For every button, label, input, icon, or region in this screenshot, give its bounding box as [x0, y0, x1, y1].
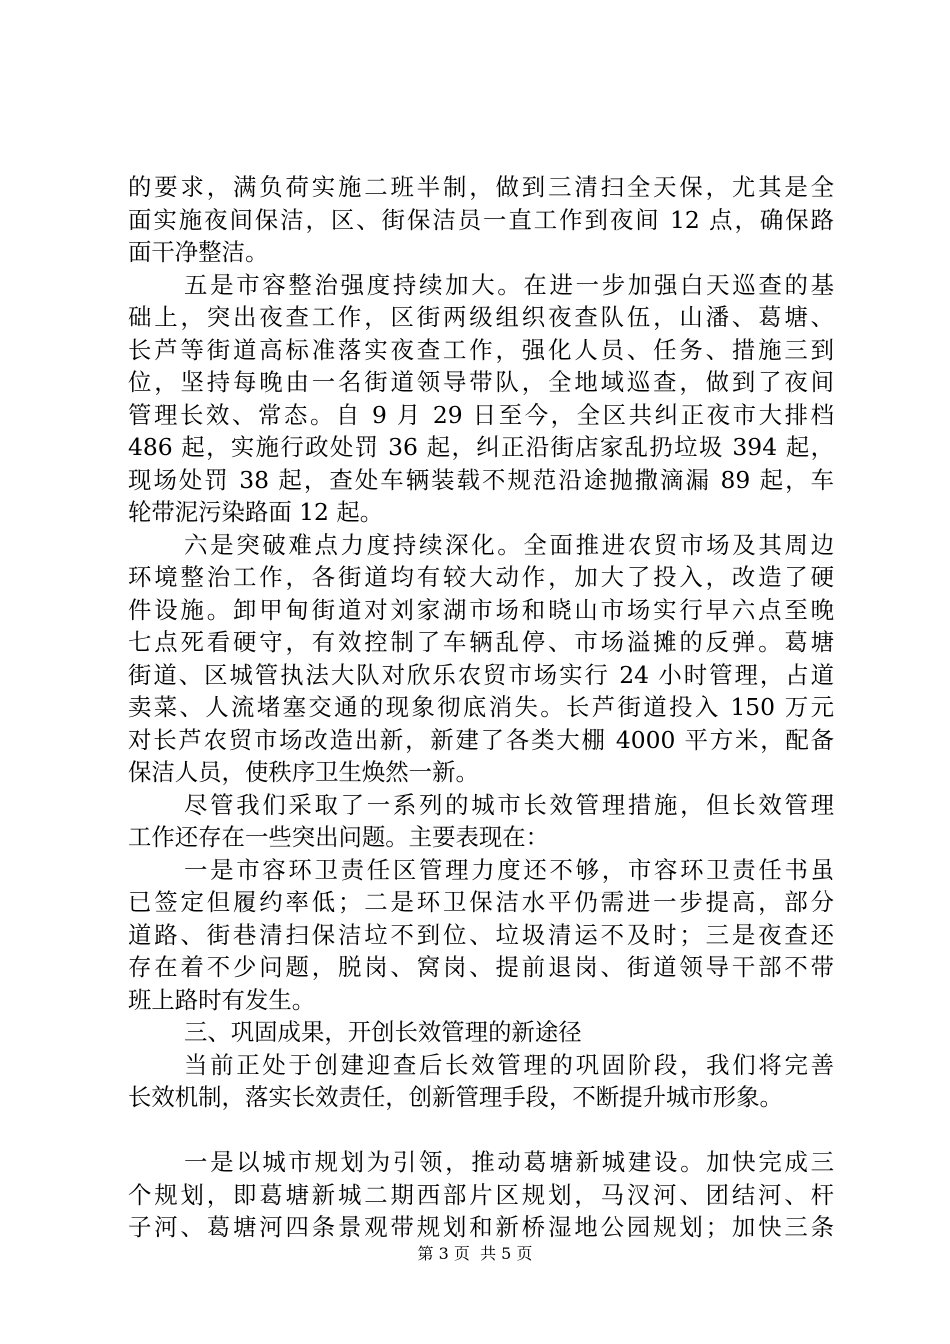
text-line: 础上，突出夜查工作，区街两级组织夜查队伍，山潘、葛塘、: [128, 303, 834, 331]
text-line: 工作还存在一些突出问题。主要表现在：: [128, 823, 550, 851]
text-line: 卖菜、人流堵塞交通的现象彻底消失。长芦街道投入 150 万元: [128, 693, 834, 721]
text-line: 长效机制，落实长效责任，创新管理手段，不断提升城市形象。: [128, 1083, 783, 1111]
text-line: 一是市容环卫责任区管理力度还不够，市容环卫责任书虽: [184, 855, 834, 884]
text-line: 个规划，即葛塘新城二期西部片区规划，马汊河、团结河、杆: [128, 1180, 834, 1209]
text-line: 子河、葛塘河四条景观带规划和新桥湿地公园规划；加快三条: [128, 1213, 834, 1241]
text-line: 对长芦农贸市场改造出新，新建了各类大棚 4000 平方米，配备: [128, 725, 834, 754]
text-line: 保洁人员，使秩序卫生焕然一新。: [128, 758, 479, 786]
text-line: 一是以城市规划为引领，推动葛塘新城建设。加快完成三: [184, 1148, 834, 1176]
text-line: 的要求，满负荷实施二班半制，做到三清扫全天保，尤其是全: [128, 173, 834, 201]
text-line: 位，坚持每晚由一名街道领导带队，全地域巡查，做到了夜间: [128, 368, 834, 396]
text-line: 486 起，实施行政处罚 36 起，纠正沿街店家乱扔垃圾 394 起，: [128, 433, 834, 461]
text-line: 面实施夜间保洁，区、街保洁员一直工作到夜间 12 点，确保路: [128, 205, 834, 234]
text-line: 存在着不少问题，脱岗、窝岗、提前退岗、街道领导干部不带: [128, 953, 834, 981]
text-line: 当前正处于创建迎查后长效管理的巩固阶段，我们将完善: [184, 1050, 834, 1079]
page-footer: 第 3 页 共 5 页: [417, 1244, 533, 1263]
text-line: 已签定但履约率低；二是环卫保洁水平仍需进一步提高，部分: [128, 888, 834, 916]
text-line: 环境整治工作，各街道均有较大动作，加大了投入，改造了硬: [128, 563, 834, 591]
text-line: 道路、街巷清扫保洁垃不到位、垃圾清运不及时；三是夜查还: [128, 920, 834, 949]
text-line: 管理长效、常态。自 9 月 29 日至今，全区共纠正夜市大排档: [128, 400, 834, 429]
text-line: 现场处罚 38 起，查处车辆装载不规范沿途抛撒滴漏 89 起，车: [128, 465, 834, 494]
text-line: 班上路时有发生。: [128, 985, 316, 1014]
text-line: 长芦等街道高标准落实夜查工作，强化人员、任务、措施三到: [128, 335, 834, 364]
text-line: 五是市容整治强度持续加大。在进一步加强白天巡查的基: [184, 270, 834, 299]
text-line: 六是突破难点力度持续深化。全面推进农贸市场及其周边: [184, 530, 834, 559]
text-line: 三、巩固成果，开创长效管理的新途径: [184, 1018, 582, 1046]
text-line: 七点死看硬守，有效控制了车辆乱停、市场溢摊的反弹。葛塘: [128, 628, 834, 656]
document-body: [128, 171, 834, 1244]
text-line: 面干净整洁。: [128, 238, 269, 266]
text-line: 轮带泥污染路面 12 起。: [128, 498, 384, 526]
text-line: 件设施。卸甲甸街道对刘家湖市场和晓山市场实行早六点至晚: [128, 595, 834, 624]
text-line: 街道、区城管执法大队对欣乐农贸市场实行 24 小时管理，占道: [128, 660, 834, 689]
text-line: 尽管我们采取了一系列的城市长效管理措施，但长效管理: [184, 790, 834, 819]
blank-line: [128, 1114, 834, 1147]
